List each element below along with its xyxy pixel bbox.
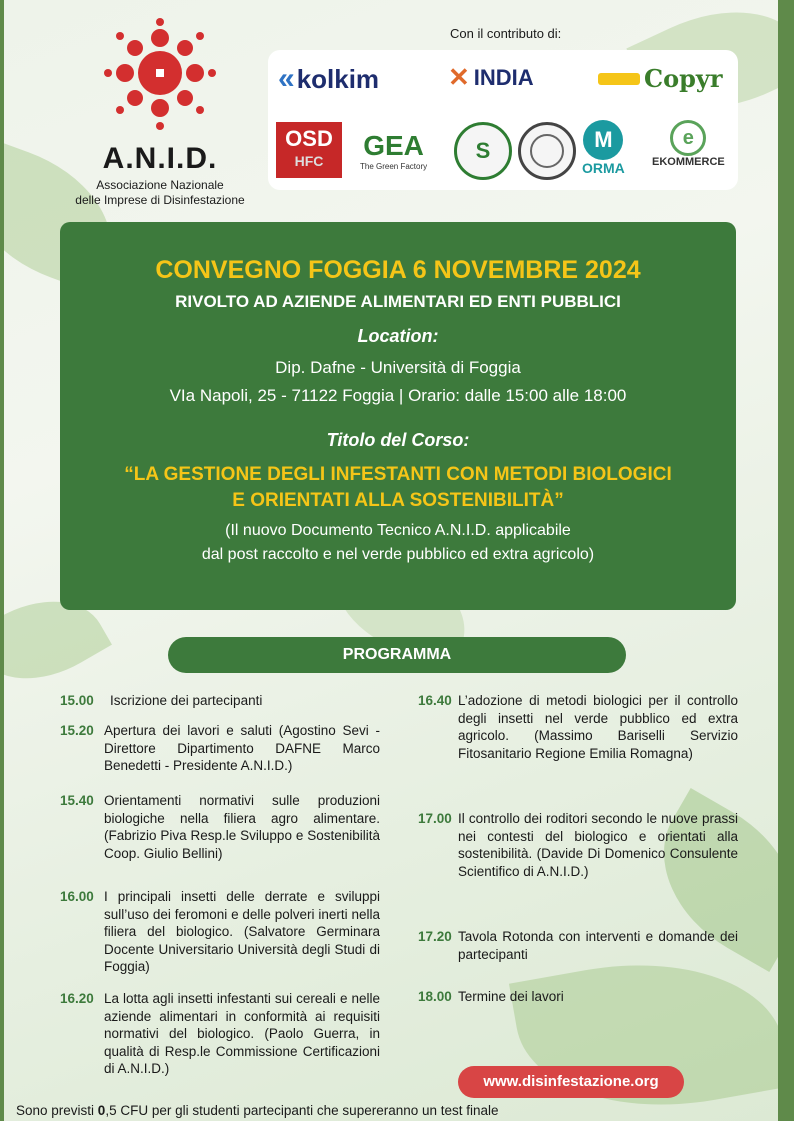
- india-text: INDIA: [473, 64, 534, 90]
- ekommerce-text: EKOMMERCE: [652, 156, 725, 168]
- program-text: Il controllo dei roditori secondo le nuove prassi nei contesti del biologico e orientati alla sostenibilità. (Davide Di Domenico Consulente Scientifico di A.N.I.D.): [458, 811, 738, 879]
- copyr-text: Copyr: [644, 64, 723, 93]
- program-text: Termine dei lavori: [458, 989, 564, 1004]
- logo-name: A.N.I.D.: [102, 142, 218, 175]
- program-item: [418, 810, 738, 880]
- right-border: [778, 0, 794, 1121]
- footer-bold: 0: [97, 1103, 106, 1118]
- program-item: [60, 792, 380, 862]
- program-item: [418, 692, 738, 762]
- program-item: [60, 692, 380, 710]
- gea-subtitle: The Green Factory: [360, 162, 428, 171]
- footer-post: ,5 CFU per gli studenti partecipanti che supereranno un test finale: [105, 1103, 499, 1118]
- program-time: 16.40: [418, 693, 452, 708]
- course-title-line1: “LA GESTIONE DEGLI INFESTANTI CON METODI BIOLOGICI: [124, 464, 672, 485]
- left-border: [0, 0, 4, 1121]
- location-line2: VIa Napoli, 25 - 71122 Foggia | Orario: dalle 15:00 alle 18:00: [169, 386, 627, 405]
- seal-logo-icon: [518, 122, 576, 180]
- program-text: Apertura dei lavori e saluti (Agostino Sevi - Direttore Dipartimento DAFNE Marco Benedetti - Presidente A.N.I.D.): [104, 723, 380, 773]
- program-header: PROGRAMMA: [168, 637, 626, 673]
- spray-team-logo-icon: S: [454, 122, 512, 180]
- program-text: Orientamenti normativi sulle produzioni biologiche nella filiera agro alimentare. (Fabrizio Piva Resp.le Sviluppo e Sostenibilità Coop. Giulio Bellini): [104, 793, 380, 861]
- course-desc-line2: dal post raccolto e nel verde pubblico ed extra agricolo): [201, 546, 595, 563]
- program-item: [60, 990, 380, 1078]
- program-text: Iscrizione dei partecipanti: [110, 693, 263, 708]
- ekommerce-logo: e EKOMMERCE: [652, 120, 725, 168]
- program-item: [418, 988, 738, 1006]
- program-time: 15.20: [60, 723, 94, 738]
- location-label: Location:: [357, 326, 439, 346]
- program-time: 17.20: [418, 929, 452, 944]
- sponsors-label: Con il contributo di:: [450, 26, 562, 41]
- program-text: I principali insetti delle derrate e sviluppi sull’uso dei feromoni e delle polveri inerti nella filiera del biologico. (Salvatore Germinara Docente Universitario Università degli Studi di Foggia): [104, 889, 380, 974]
- program-time: 16.00: [60, 889, 94, 904]
- event-title: CONVEGNO FOGGIA 6 NOVEMBRE 2024: [155, 256, 641, 284]
- program-item: [60, 888, 380, 976]
- event-subtitle: RIVOLTO AD AZIENDE ALIMENTARI ED ENTI PUBBLICI: [175, 292, 621, 311]
- program-time: 18.00: [418, 989, 452, 1004]
- anid-logo: [60, 18, 260, 207]
- logo-subtitle-line1: Associazione Nazionale: [96, 178, 224, 192]
- course-title-line2: E ORIENTATI ALLA SOSTENIBILITÀ”: [232, 490, 564, 511]
- program-text: L’adozione di metodi biologici per il controllo degli insetti nel verde pubblico ed extra agricolo. (Massimo Bariselli Servizio Fitosanitario Regione Emilia Romagna): [458, 693, 738, 761]
- orma-logo: M ORMA: [582, 120, 625, 176]
- orma-text: ORMA: [582, 160, 625, 176]
- osd-logo: OSD HFC: [276, 122, 342, 178]
- program-text: La lotta agli insetti infestanti sui cereali e nelle aziende alimentari in conformità ai requisiti normativi del biologico. (Paolo Guerra, in qualità di Resp.le Commissione Certificazioni di A.N.I.D.): [104, 991, 380, 1076]
- program-time: 16.20: [60, 991, 94, 1006]
- course-label: Titolo del Corso:: [326, 430, 470, 450]
- osd-text: OSD: [285, 126, 333, 151]
- kolkim-text: kolkim: [296, 63, 380, 94]
- program-time: 15.40: [60, 793, 94, 808]
- logo-subtitle: [60, 178, 260, 208]
- copyr-logo: [598, 64, 722, 93]
- event-info-box: [60, 222, 736, 610]
- program-item: [60, 722, 380, 775]
- gea-logo: [360, 130, 427, 171]
- logo-subtitle-line2: delle Imprese di Disinfestazione: [75, 193, 245, 207]
- footer-note: [16, 1103, 499, 1118]
- program-time: 15.00: [60, 693, 94, 708]
- footer-pre: Sono previsti: [16, 1103, 98, 1118]
- anid-logo-mark-icon: [98, 18, 222, 138]
- india-logo: ✕ INDIA: [448, 62, 534, 92]
- program-item: [418, 928, 738, 963]
- website-link[interactable]: www.disinfestazione.org: [458, 1066, 684, 1098]
- program-time: 17.00: [418, 811, 452, 826]
- kolkim-logo: « kolkim: [278, 62, 380, 95]
- gea-text: GEA: [363, 130, 424, 161]
- course-desc-line1: (Il nuovo Documento Tecnico A.N.I.D. applicabile: [225, 522, 571, 539]
- location-line1: Dip. Dafne - Università di Foggia: [275, 358, 521, 377]
- sponsors-panel: [268, 50, 738, 190]
- program-text: Tavola Rotonda con interventi e domande dei partecipanti: [458, 929, 738, 962]
